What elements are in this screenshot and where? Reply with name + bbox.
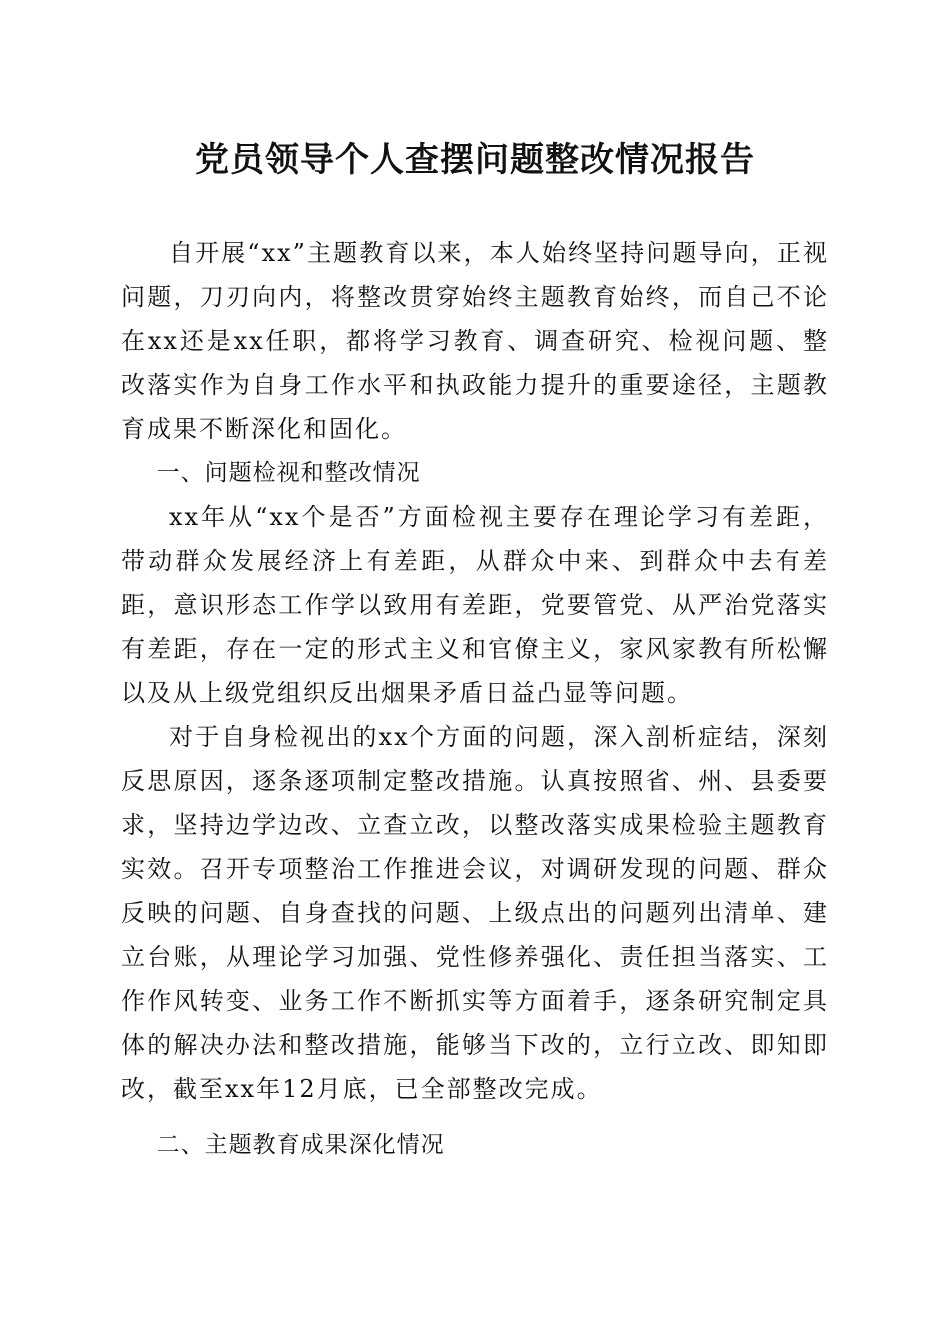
section1-paragraph-2: 对于自身检视出的xx个方面的问题，深入剖析症结，深刻反思原因，逐条逐项制定整改措施。认真按照省、州、县委要求，坚持边学边改、立查立改，以整改落实成果检验主题教育实效。召开专项整治工作推进会议，对调研发现的问题、群众反映的问题、自身查找的问题、上级点出的问题列出清单、建立台账，从理论学习加强、党性修养强化、责任担当落实、工作作风转变、业务工作不断抓实等方面着手，逐条研究制定具体的解决办法和整改措施，能够当下改的，立行立改、即知即改，截至xx年12月底，已全部整改完成。 — [121, 723, 829, 1103]
section-heading-1: 一、问题检视和整改情况 — [156, 460, 421, 486]
intro-paragraph: 自开展“xx”主题教育以来，本人始终坚持问题导向，正视问题，刀刃向内，将整改贯穿始终主题教育始终，而自己不论在xx还是xx任职，都将学习教育、调查研究、检视问题、整改落实作为自身工作水平和执政能力提升的重要途径，主题教育成果不断深化和固化。 — [121, 239, 829, 443]
section-heading-2: 二、主题教育成果深化情况 — [156, 1132, 445, 1158]
document-body — [121, 231, 829, 1167]
section1-paragraph-1: xx年从“xx个是否”方面检视主要存在理论学习有差距，带动群众发展经济上有差距，从群众中来、到群众中去有差距，意识形态工作学以致用有差距，党要管党、从严治党落实有差距，存在一定的形式主义和官僚主义，家风家教有所松懈以及从上级党组织反出烟果矛盾日益凸显等问题。 — [121, 503, 829, 707]
document-title: 党员领导个人查摆问题整改情况报告 — [195, 140, 755, 180]
